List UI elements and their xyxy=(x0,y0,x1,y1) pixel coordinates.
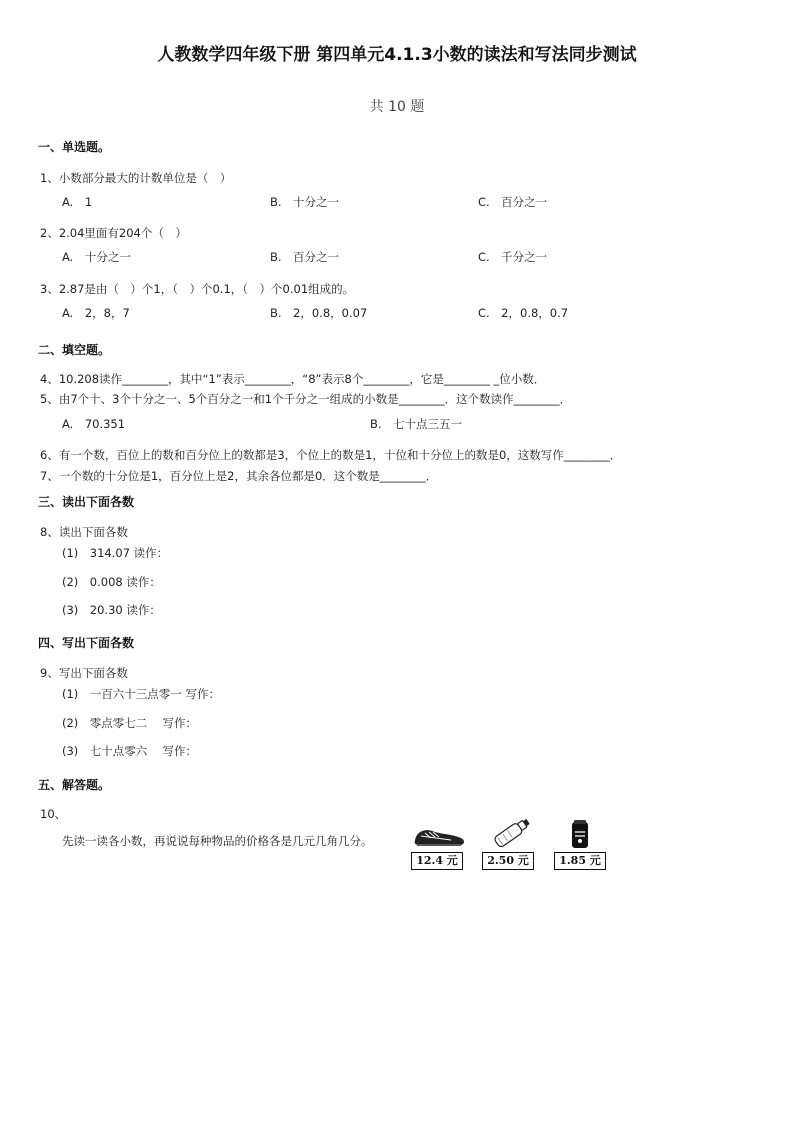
section-heading-write-numbers: 四、写出下面各数 xyxy=(38,636,135,650)
question-2-option-a[interactable]: A. 十分之一 xyxy=(62,250,131,264)
question-5-stem: 5、由7个十、3个十分之一、5个百分之一和1个千分之一组成的小数是________．这个数读作________． xyxy=(40,392,572,406)
question-3-stem: 3、2.87是由（ ）个1，（ ）个0.1，（ ）个0.01组成的。 xyxy=(40,282,355,296)
question-2-option-b[interactable]: B. 百分之一 xyxy=(270,250,340,264)
question-10-stem: 先读一读各小数，再说说每种物品的价格各是几元几角几分。 xyxy=(62,834,373,848)
question-3-option-c[interactable]: C. 2，0.8，0.7 xyxy=(478,306,569,320)
question-10-number: 10、 xyxy=(40,807,67,821)
section-heading-single-choice: 一、单选题。 xyxy=(38,140,111,154)
question-1-stem: 1、小数部分最大的计数单位是（ ） xyxy=(40,171,232,185)
question-9-part-3: (3) 七十点零六 写作： xyxy=(62,744,197,758)
item-shoe xyxy=(411,818,467,880)
question-2-option-c[interactable]: C. 千分之一 xyxy=(478,250,548,264)
question-5-option-a[interactable]: A. 70.351 xyxy=(62,417,126,431)
section-heading-read-numbers: 三、读出下面各数 xyxy=(38,495,135,509)
page-title: 人教数学四年级下册 第四单元4.1.3小数的读法和写法同步测试 xyxy=(157,45,637,65)
shoe-icon xyxy=(411,818,467,850)
item-price-cup: 1.85 元 xyxy=(554,852,606,870)
question-1-option-b[interactable]: B. 十分之一 xyxy=(270,195,340,209)
question-count: 共 10 题 xyxy=(369,99,425,115)
question-3-option-a[interactable]: A. 2，8，7 xyxy=(62,306,130,320)
question-1-option-c[interactable]: C. 百分之一 xyxy=(478,195,548,209)
question-4-stem: 4、10.208读作________，其中“1”表示________，“8”表示8个________，它是________ _位小数． xyxy=(40,372,546,386)
question-9-part-1: (1) 一百六十三点零一 写作： xyxy=(62,687,220,701)
question-2-stem: 2、2.04里面有204个（ ） xyxy=(40,226,187,240)
question-8-part-1: (1) 314.07 读作： xyxy=(62,546,169,560)
question-8-part-3: (3) 20.30 读作： xyxy=(62,603,161,617)
bottle-icon xyxy=(482,818,538,850)
question-9-stem: 9、写出下面各数 xyxy=(40,666,128,680)
item-price-shoe: 12.4 元 xyxy=(411,852,463,870)
cup-icon xyxy=(554,818,610,850)
question-5-option-b[interactable]: B. 七十点三五一 xyxy=(370,417,463,431)
question-8-part-2: (2) 0.008 读作： xyxy=(62,575,161,589)
item-cup xyxy=(554,818,610,880)
section-heading-solve: 五、解答题。 xyxy=(38,778,111,792)
item-bottle xyxy=(482,818,538,880)
question-9-part-2: (2) 零点零七二 写作： xyxy=(62,716,197,730)
question-7-stem: 7、一个数的十分位是1，百分位上是2，其余各位都是0．这个数是________． xyxy=(40,469,438,483)
question-3-option-b[interactable]: B. 2，0.8，0.07 xyxy=(270,306,368,320)
question-6-stem: 6、有一个数，百位上的数和百分位上的数都是3，个位上的数是1，十位和十分位上的数是0，这数写作________． xyxy=(40,448,622,462)
question-1-option-a[interactable]: A. 1 xyxy=(62,195,93,209)
section-heading-fill-blank: 二、填空题。 xyxy=(38,343,111,357)
question-8-stem: 8、读出下面各数 xyxy=(40,525,128,539)
item-price-bottle: 2.50 元 xyxy=(482,852,534,870)
